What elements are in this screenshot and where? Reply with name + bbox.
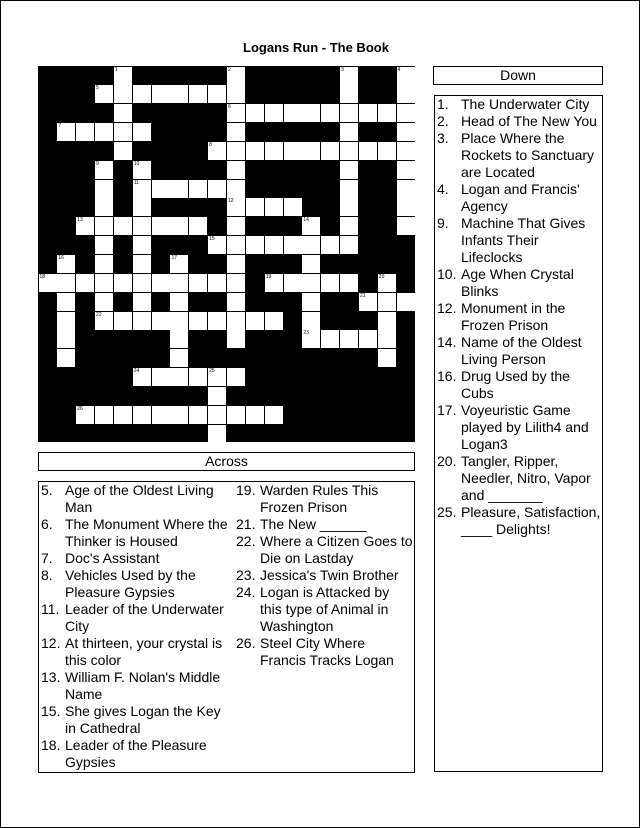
grid-cell[interactable] — [378, 293, 396, 311]
clue-number: 20 — [378, 273, 385, 280]
clue-number: 8 — [209, 141, 212, 148]
grid-cell[interactable] — [246, 198, 264, 216]
across-clue — [234, 482, 414, 516]
down-clue — [435, 266, 603, 300]
grid-cell[interactable] — [152, 312, 170, 330]
across-clue — [39, 703, 233, 737]
across-clue-text: Vehicles Used by the Pleasure Gypsies — [65, 567, 196, 600]
grid-cell[interactable] — [340, 236, 358, 254]
grid-cell[interactable] — [152, 406, 170, 424]
grid-cell[interactable] — [189, 180, 207, 198]
grid-cell[interactable] — [321, 104, 339, 122]
grid-cell[interactable] — [397, 217, 415, 235]
clue-number: 18 — [39, 273, 46, 280]
grid-cell[interactable] — [378, 104, 396, 122]
grid-cell[interactable] — [95, 198, 113, 216]
grid-cell[interactable] — [302, 274, 320, 292]
down-clue-text: Age When Crystal Blinks — [461, 266, 574, 299]
grid-cell[interactable] — [227, 104, 245, 122]
grid-cell[interactable] — [114, 123, 132, 141]
across-clue-number: 18. — [41, 737, 61, 753]
clue-number: 22 — [96, 311, 102, 318]
clue-number: 13 — [77, 217, 83, 224]
across-clue — [39, 737, 233, 771]
grid-cell[interactable] — [170, 368, 188, 386]
grid-cell[interactable] — [95, 217, 113, 235]
grid-cell[interactable] — [340, 217, 358, 235]
across-clue-number: 8. — [41, 567, 53, 583]
grid-cell[interactable] — [321, 142, 339, 160]
grid-cell[interactable] — [152, 85, 170, 103]
grid-cell[interactable] — [170, 85, 188, 103]
grid-cell[interactable] — [378, 330, 396, 348]
across-clue-number: 6. — [41, 516, 53, 532]
grid-cell[interactable] — [265, 274, 283, 292]
grid-cell[interactable] — [284, 274, 302, 292]
across-clue-text: At thirteen, your crystal is this color — [65, 635, 223, 668]
grid-cell[interactable] — [57, 312, 75, 330]
grid-cell[interactable] — [284, 236, 302, 254]
grid-cell[interactable] — [133, 85, 151, 103]
grid-cell[interactable] — [133, 198, 151, 216]
grid-cell[interactable] — [265, 312, 283, 330]
grid-cell[interactable] — [378, 142, 396, 160]
down-clue-number: 12. — [437, 300, 457, 316]
grid-cell[interactable] — [114, 406, 132, 424]
grid-cell[interactable] — [397, 104, 415, 122]
grid-cell[interactable] — [95, 236, 113, 254]
grid-cell[interactable] — [95, 293, 113, 311]
crossword-grid — [38, 66, 415, 442]
down-clue-text: Voyeuristic Game played by Lilith4 and Logan3 — [461, 402, 589, 452]
across-clue-text: Where a Citizen Goes to Die on Lastday — [260, 533, 413, 566]
grid-cell[interactable] — [340, 142, 358, 160]
grid-cell[interactable] — [189, 406, 207, 424]
grid-cell[interactable] — [378, 349, 396, 367]
grid-cell[interactable] — [208, 368, 226, 386]
grid-cell[interactable] — [227, 123, 245, 141]
grid-cell[interactable] — [246, 236, 264, 254]
across-clue — [39, 635, 233, 669]
grid-cell[interactable] — [170, 349, 188, 367]
across-clue-list — [38, 481, 415, 773]
grid-cell[interactable] — [227, 368, 245, 386]
grid-cell[interactable] — [170, 293, 188, 311]
grid-cell[interactable] — [95, 312, 113, 330]
grid-cell[interactable] — [57, 123, 75, 141]
clue-number: 17 — [171, 255, 177, 261]
grid-cell[interactable] — [227, 312, 245, 330]
clue-number: 23 — [303, 330, 309, 337]
grid-cell[interactable] — [378, 312, 396, 330]
grid-cell[interactable] — [397, 142, 415, 160]
clue-number: 11 — [133, 179, 139, 186]
clue-number: 21 — [359, 292, 366, 299]
down-clue-number: 2. — [437, 113, 449, 129]
grid-cell[interactable] — [265, 236, 283, 254]
across-clue-text: Steel City Where Francis Tracks Logan — [260, 635, 394, 668]
down-clue — [435, 96, 603, 113]
down-clue-text: Pleasure, Satisfaction, ____ Delights! — [461, 504, 601, 537]
grid-cell[interactable] — [208, 387, 226, 405]
grid-cell[interactable] — [397, 85, 415, 103]
clue-number: 4 — [397, 66, 401, 73]
grid-cell[interactable] — [302, 330, 320, 348]
across-clue — [39, 482, 233, 516]
grid-cell[interactable] — [302, 217, 320, 235]
down-clue-text: Place Where the Rockets to Sanctuary are Located — [461, 130, 595, 180]
grid-cell[interactable] — [133, 293, 151, 311]
grid-cell[interactable] — [189, 274, 207, 292]
grid-cell[interactable] — [114, 274, 132, 292]
down-clue — [435, 453, 603, 504]
grid-cell[interactable] — [95, 161, 113, 179]
grid-cell[interactable] — [227, 161, 245, 179]
across-clue-text: Jessica's Twin Brother — [260, 567, 399, 583]
page-title: Logans Run - The Book — [243, 40, 389, 55]
grid-cell[interactable] — [95, 255, 113, 273]
grid-cell[interactable] — [227, 406, 245, 424]
grid-cell[interactable] — [208, 406, 226, 424]
across-clue-text: William F. Nolan's Middle Name — [65, 669, 221, 702]
down-clue — [435, 300, 603, 334]
clue-number: 26 — [77, 405, 83, 412]
across-clue-number: 22. — [236, 533, 256, 549]
across-clue-number: 5. — [41, 482, 53, 498]
grid-cell[interactable] — [114, 217, 132, 235]
clue-number: 15 — [209, 236, 215, 243]
grid-cell[interactable] — [359, 330, 377, 348]
grid-cell[interactable] — [114, 104, 132, 122]
grid-cell[interactable] — [302, 142, 320, 160]
across-clue-number: 19. — [236, 482, 256, 498]
clue-number: 2 — [228, 66, 231, 73]
grid-cell[interactable] — [227, 217, 245, 235]
down-clue-number: 20. — [437, 453, 457, 469]
grid-cell[interactable] — [133, 161, 151, 179]
down-header: Down — [433, 66, 603, 85]
grid-cell[interactable] — [397, 67, 415, 85]
grid-cell[interactable] — [246, 104, 264, 122]
grid-cell[interactable] — [227, 67, 245, 85]
grid-cell[interactable] — [265, 142, 283, 160]
grid-cell[interactable] — [321, 236, 339, 254]
across-clue-number: 7. — [41, 550, 53, 566]
grid-cell[interactable] — [208, 142, 226, 160]
clue-number: 19 — [265, 273, 272, 280]
grid-cell[interactable] — [265, 198, 283, 216]
down-clue-text: Logan and Francis' Agency — [461, 181, 580, 214]
grid-cell[interactable] — [208, 85, 226, 103]
grid-cell[interactable] — [397, 161, 415, 179]
grid-cell[interactable] — [76, 217, 94, 235]
across-clue — [234, 567, 414, 584]
across-clue-number: 13. — [41, 669, 61, 685]
grid-cell[interactable] — [340, 104, 358, 122]
grid-cell[interactable] — [208, 180, 226, 198]
grid-cell[interactable] — [397, 293, 415, 311]
grid-cell[interactable] — [133, 236, 151, 254]
grid-cell[interactable] — [302, 104, 320, 122]
grid-cell[interactable] — [302, 255, 320, 273]
across-clue-text: Logan is Attacked by this type of Animal in Washington — [260, 584, 390, 634]
grid-cell[interactable] — [227, 85, 245, 103]
across-clue — [39, 550, 233, 567]
grid-cell[interactable] — [246, 406, 264, 424]
grid-cell[interactable] — [170, 274, 188, 292]
grid-cell[interactable] — [133, 217, 151, 235]
grid-cell[interactable] — [95, 274, 113, 292]
across-header: Across — [38, 452, 415, 471]
clue-number: 12 — [228, 198, 234, 205]
clue-number: 10 — [133, 160, 140, 167]
across-clue — [234, 516, 414, 533]
down-clue-text: Monument in the Frozen Prison — [461, 300, 566, 333]
clue-number: 16 — [58, 255, 64, 261]
across-clue — [234, 584, 414, 635]
across-clue-text: She gives Logan the Key in Cathedral — [65, 703, 221, 736]
across-clue-number: 26. — [236, 635, 256, 651]
grid-cell[interactable] — [133, 274, 151, 292]
grid-cell[interactable] — [189, 85, 207, 103]
across-clue — [39, 601, 233, 635]
grid-cell[interactable] — [208, 425, 226, 443]
grid-cell[interactable] — [133, 368, 151, 386]
grid-cell[interactable] — [246, 312, 264, 330]
grid-cell[interactable] — [95, 406, 113, 424]
grid-cell[interactable] — [95, 180, 113, 198]
grid-cell[interactable] — [152, 274, 170, 292]
down-clue — [435, 504, 603, 538]
grid-cell[interactable] — [133, 255, 151, 273]
grid-cell[interactable] — [302, 312, 320, 330]
grid-cell[interactable] — [189, 312, 207, 330]
grid-cell[interactable] — [152, 180, 170, 198]
grid-cell[interactable] — [57, 274, 75, 292]
clue-number: 9 — [96, 160, 99, 167]
grid-cell[interactable] — [284, 142, 302, 160]
down-clue-text: Machine That Gives Infants Their Lifeclocks — [461, 215, 586, 265]
grid-cell[interactable] — [227, 293, 245, 311]
across-clue-text: Leader of the Pleasure Gypsies — [65, 737, 207, 770]
grid-cell[interactable] — [57, 293, 75, 311]
grid-cell[interactable] — [95, 85, 113, 103]
grid-cell[interactable] — [170, 180, 188, 198]
down-clue-text: Name of the Oldest Living Person — [461, 334, 582, 367]
clue-number: 6 — [228, 104, 231, 111]
clue-number: 7 — [58, 123, 62, 130]
grid-cell[interactable] — [57, 255, 75, 273]
grid-cell[interactable] — [227, 255, 245, 273]
grid-cell[interactable] — [95, 123, 113, 141]
down-clue-number: 9. — [437, 215, 449, 231]
grid-cell[interactable] — [359, 293, 377, 311]
down-clue-list — [434, 95, 603, 772]
grid-cell[interactable] — [114, 142, 132, 160]
grid-cell[interactable] — [189, 217, 207, 235]
clue-number: 3 — [341, 66, 344, 73]
down-clue-number: 25. — [437, 504, 457, 520]
grid-cell[interactable] — [76, 274, 94, 292]
grid-cell[interactable] — [378, 274, 396, 292]
grid-cell[interactable] — [114, 312, 132, 330]
grid-cell[interactable] — [76, 123, 94, 141]
across-clue-number: 11. — [41, 601, 60, 617]
grid-cell[interactable] — [340, 198, 358, 216]
across-clue-number: 15. — [41, 703, 61, 719]
grid-cell[interactable] — [340, 67, 358, 85]
grid-cell[interactable] — [246, 142, 264, 160]
across-clue-number: 23. — [236, 567, 256, 583]
grid-cell[interactable] — [170, 217, 188, 235]
across-clue-text: Doc's Assistant — [65, 550, 160, 566]
grid-cell[interactable] — [152, 368, 170, 386]
across-clue-text: The New ______ — [260, 516, 367, 532]
grid-cell[interactable] — [170, 255, 188, 273]
across-clue — [234, 533, 414, 567]
grid-cell[interactable] — [397, 180, 415, 198]
across-clue-number: 12. — [41, 635, 61, 651]
grid-cell[interactable] — [265, 104, 283, 122]
grid-cell[interactable] — [114, 67, 132, 85]
grid-cell[interactable] — [284, 104, 302, 122]
across-clue — [39, 669, 233, 703]
across-clue — [234, 635, 414, 669]
grid-cell[interactable] — [340, 274, 358, 292]
down-clue-number: 3. — [437, 130, 449, 146]
clue-number: 1 — [114, 66, 118, 73]
down-clue — [435, 181, 603, 215]
grid-cell[interactable] — [76, 406, 94, 424]
across-clue-text: Leader of the Underwater City — [65, 601, 224, 634]
down-clue-text: The Underwater City — [461, 96, 590, 112]
across-clue — [39, 516, 233, 550]
grid-cell[interactable] — [114, 85, 132, 103]
grid-cell[interactable] — [133, 312, 151, 330]
grid-cell[interactable] — [57, 349, 75, 367]
grid-cell[interactable] — [189, 368, 207, 386]
across-clue-text: The Monument Where the Thinker is Housed — [65, 516, 228, 549]
grid-cell[interactable] — [227, 198, 245, 216]
grid-cell[interactable] — [397, 198, 415, 216]
down-clue-number: 4. — [437, 181, 449, 197]
down-clue — [435, 368, 603, 402]
grid-cell[interactable] — [208, 312, 226, 330]
down-clue-number: 10. — [437, 266, 457, 282]
grid-cell[interactable] — [133, 123, 151, 141]
grid-cell[interactable] — [340, 180, 358, 198]
clue-number: 14 — [303, 217, 309, 224]
across-clue — [39, 567, 233, 601]
grid-cell[interactable] — [133, 180, 151, 198]
grid-cell[interactable] — [340, 330, 358, 348]
grid-cell[interactable] — [133, 406, 151, 424]
across-clue-number: 21. — [236, 516, 256, 532]
grid-cell[interactable] — [227, 142, 245, 160]
grid-cell[interactable] — [170, 312, 188, 330]
grid-cell[interactable] — [340, 85, 358, 103]
grid-cell[interactable] — [302, 293, 320, 311]
grid-cell[interactable] — [227, 330, 245, 348]
across-clue-number: 24. — [236, 584, 256, 600]
down-clue-text: Tangler, Ripper, Needler, Nitro, Vapor and _______ — [461, 453, 591, 503]
grid-cell[interactable] — [284, 198, 302, 216]
clue-number: 25 — [209, 368, 215, 375]
down-clue — [435, 334, 603, 368]
grid-cell[interactable] — [170, 406, 188, 424]
grid-cell[interactable] — [340, 161, 358, 179]
grid-cell[interactable] — [340, 123, 358, 141]
grid-cell[interactable] — [152, 217, 170, 235]
down-clue — [435, 130, 603, 181]
down-clue-number: 17. — [437, 402, 457, 418]
down-clue-text: Drug Used by the Cubs — [461, 368, 570, 401]
across-clue-text: Age of the Oldest Living Man — [65, 482, 214, 515]
clue-number: 24 — [133, 368, 140, 375]
grid-cell[interactable] — [265, 406, 283, 424]
grid-cell[interactable] — [227, 236, 245, 254]
clue-number: 5 — [96, 85, 99, 92]
down-clue-text: Head of The New You — [461, 113, 597, 129]
grid-cell[interactable] — [321, 330, 339, 348]
grid-cell[interactable] — [359, 104, 377, 122]
grid-cell[interactable] — [39, 274, 57, 292]
grid-cell[interactable] — [227, 180, 245, 198]
down-clue-number: 14. — [437, 334, 457, 350]
down-clue-number: 16. — [437, 368, 457, 384]
grid-cell[interactable] — [359, 142, 377, 160]
grid-cell[interactable] — [208, 274, 226, 292]
down-clue — [435, 215, 603, 266]
across-clue-text: Warden Rules This Frozen Prison — [260, 482, 379, 515]
grid-cell[interactable] — [57, 330, 75, 348]
grid-cell[interactable] — [227, 274, 245, 292]
grid-cell[interactable] — [208, 236, 226, 254]
grid-cell[interactable] — [170, 330, 188, 348]
grid-cell[interactable] — [397, 123, 415, 141]
grid-cell[interactable] — [321, 274, 339, 292]
down-clue — [435, 402, 603, 453]
down-clue — [435, 113, 603, 130]
down-clue-number: 1. — [437, 96, 449, 112]
grid-cell[interactable] — [302, 236, 320, 254]
